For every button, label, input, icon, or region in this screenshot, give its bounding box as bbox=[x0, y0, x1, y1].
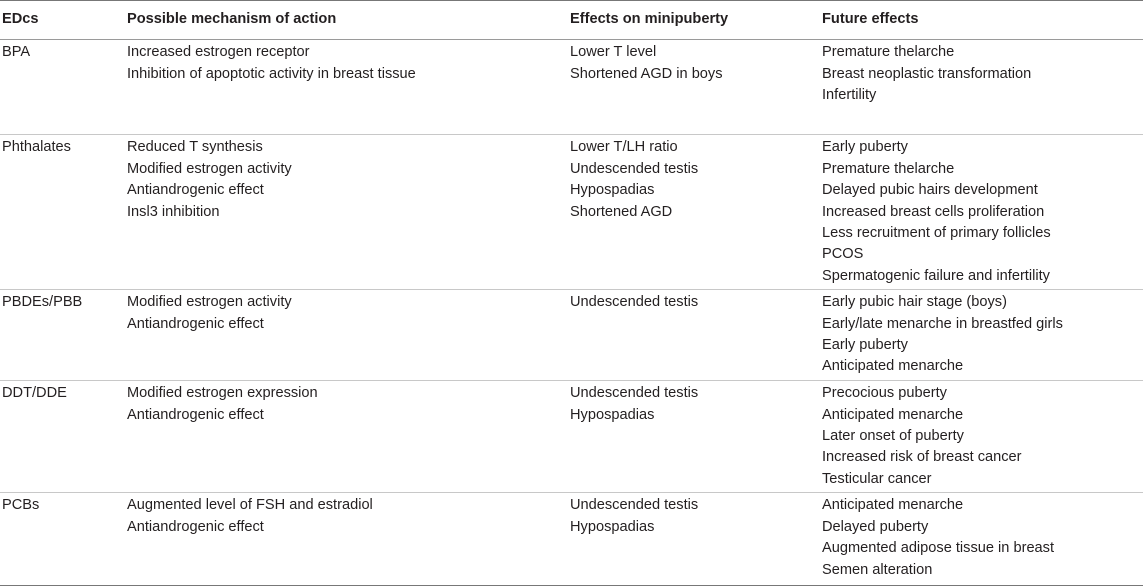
future-effect-item: Early pubic hair stage (boys) bbox=[822, 294, 1007, 311]
future-effects-cell bbox=[814, 40, 1143, 135]
header-mechanism: Possible mechanism of action bbox=[127, 11, 337, 27]
edc-name: DDT/DDE bbox=[2, 385, 67, 402]
minipuberty-item: Undescended testis bbox=[570, 385, 699, 402]
edc-cell bbox=[0, 40, 119, 135]
future-effect-item: Early/late menarche in breastfed girls bbox=[822, 315, 1063, 332]
header-future-effects: Future effects bbox=[822, 11, 919, 27]
mechanism-cell bbox=[119, 493, 562, 586]
minipuberty-cell bbox=[562, 290, 814, 381]
mechanism-item: Reduced T synthesis bbox=[127, 139, 263, 156]
mechanism-item: Antiandrogenic effect bbox=[127, 315, 264, 332]
future-effect-item: Testicular cancer bbox=[822, 470, 932, 487]
edc-name: PCBs bbox=[2, 497, 40, 514]
future-effect-item: Early puberty bbox=[822, 139, 908, 156]
edc-name: PBDEs/PBB bbox=[2, 294, 83, 311]
table-body bbox=[0, 40, 1143, 586]
future-effect-item: Less recruitment of primary follicles bbox=[822, 225, 1051, 242]
mechanism-item: Increased estrogen receptor bbox=[127, 44, 310, 61]
minipuberty-item: Lower T level bbox=[570, 44, 657, 61]
header-edcs: EDcs bbox=[2, 11, 39, 27]
minipuberty-item: Hypospadias bbox=[570, 406, 655, 423]
future-effect-item: Increased breast cells proliferation bbox=[822, 203, 1045, 220]
header-minipuberty: Effects on minipuberty bbox=[570, 11, 729, 27]
minipuberty-item: Undescended testis bbox=[570, 294, 699, 311]
future-effect-item: Anticipated menarche bbox=[822, 406, 964, 423]
minipuberty-item: Undescended testis bbox=[570, 497, 699, 514]
minipuberty-item: Hypospadias bbox=[570, 182, 655, 199]
minipuberty-item: Shortened AGD bbox=[570, 203, 673, 220]
minipuberty-cell bbox=[562, 493, 814, 586]
future-effect-item: Anticipated menarche bbox=[822, 358, 964, 375]
future-effects-cell bbox=[814, 493, 1143, 586]
mechanism-item: Augmented level of FSH and estradiol bbox=[127, 497, 373, 514]
minipuberty-cell bbox=[562, 40, 814, 135]
minipuberty-item: Undescended testis bbox=[570, 160, 699, 177]
edc-cell bbox=[0, 493, 119, 586]
table-header bbox=[0, 1, 1143, 40]
edc-cell bbox=[0, 135, 119, 290]
mechanism-item: Modified estrogen activity bbox=[127, 294, 292, 311]
future-effect-item: Delayed pubic hairs development bbox=[822, 182, 1038, 199]
mechanism-item: Antiandrogenic effect bbox=[127, 182, 264, 199]
future-effect-item: Semen alteration bbox=[822, 561, 933, 578]
mechanism-cell bbox=[119, 381, 562, 493]
header-row bbox=[0, 1, 1143, 40]
future-effects-cell bbox=[814, 135, 1143, 290]
future-effect-item: Spermatogenic failure and infertility bbox=[822, 267, 1050, 284]
mechanism-cell bbox=[119, 135, 562, 290]
edc-cell bbox=[0, 290, 119, 381]
edc-cell bbox=[0, 381, 119, 493]
future-effect-item: Infertility bbox=[822, 87, 877, 104]
table-row bbox=[0, 135, 1143, 290]
future-effects-cell bbox=[814, 290, 1143, 381]
future-effect-item: Augmented adipose tissue in breast bbox=[822, 540, 1055, 557]
future-effect-item: PCOS bbox=[822, 246, 864, 263]
future-effect-item: Breast neoplastic transformation bbox=[822, 65, 1032, 82]
mechanism-cell bbox=[119, 290, 562, 381]
mechanism-cell bbox=[119, 40, 562, 135]
mechanism-item: Modified estrogen activity bbox=[127, 160, 292, 177]
future-effect-item: Precocious puberty bbox=[822, 385, 947, 402]
mechanism-item: Antiandrogenic effect bbox=[127, 406, 264, 423]
future-effect-item: Premature thelarche bbox=[822, 44, 955, 61]
table-row bbox=[0, 381, 1143, 493]
future-effects-cell bbox=[814, 381, 1143, 493]
mechanism-item: Antiandrogenic effect bbox=[127, 518, 264, 535]
minipuberty-item: Lower T/LH ratio bbox=[570, 139, 678, 156]
future-effect-item: Early puberty bbox=[822, 337, 908, 354]
edc-name: BPA bbox=[2, 44, 31, 61]
future-effect-item: Later onset of puberty bbox=[822, 428, 964, 445]
mechanism-item: Modified estrogen expression bbox=[127, 385, 318, 402]
mechanism-item: Inhibition of apoptotic activity in breast tissue bbox=[127, 65, 416, 82]
minipuberty-item: Shortened AGD in boys bbox=[570, 65, 723, 82]
table-row bbox=[0, 40, 1143, 135]
mechanism-item: Insl3 inhibition bbox=[127, 203, 220, 220]
table-row bbox=[0, 493, 1143, 586]
future-effect-item: Delayed puberty bbox=[822, 518, 929, 535]
future-effect-item: Increased risk of breast cancer bbox=[822, 449, 1022, 466]
table-row bbox=[0, 290, 1143, 381]
edc-name: Phthalates bbox=[2, 139, 71, 156]
minipuberty-item: Hypospadias bbox=[570, 518, 655, 535]
future-effect-item: Premature thelarche bbox=[822, 160, 955, 177]
future-effect-item: Anticipated menarche bbox=[822, 497, 964, 514]
minipuberty-cell bbox=[562, 135, 814, 290]
minipuberty-cell bbox=[562, 381, 814, 493]
